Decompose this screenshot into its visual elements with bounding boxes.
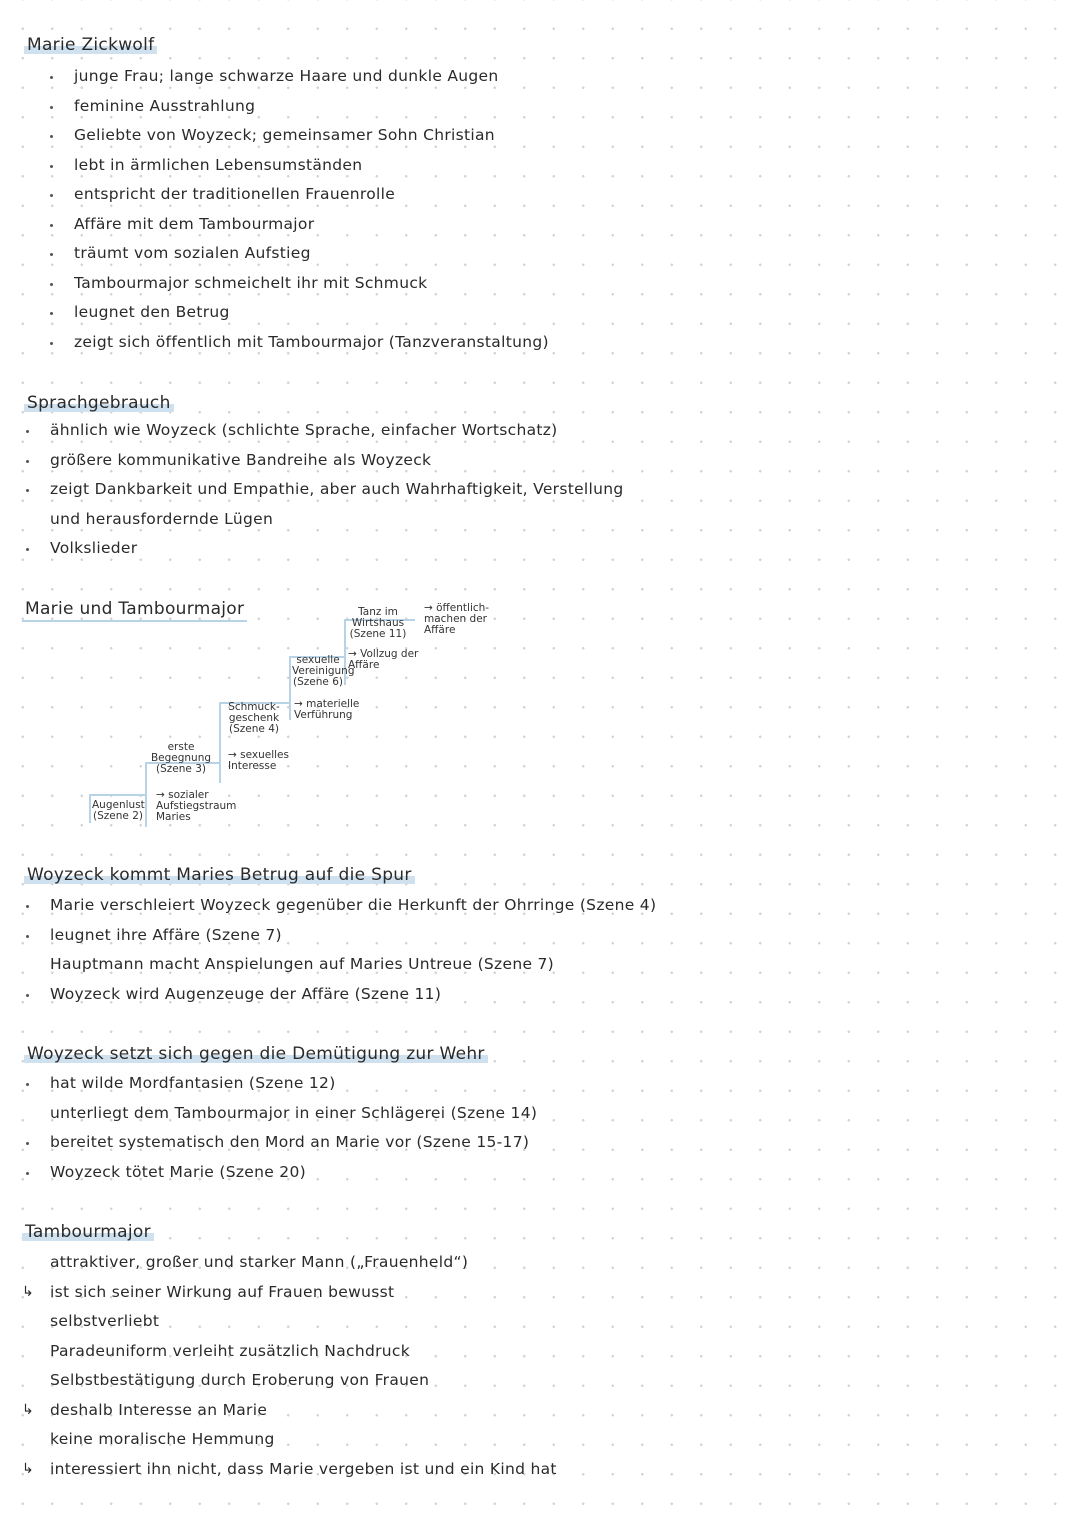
marie-list [44, 62, 549, 357]
tambour-list [20, 1248, 557, 1484]
tambour-heading: Tambourmajor [22, 1221, 154, 1243]
step-label-4: sexuelle Vereinigung (Szene 6) [292, 654, 355, 688]
marie-heading: Marie Zickwolf [24, 34, 157, 56]
return-arrow-icon: ↳ [22, 1283, 35, 1300]
list-item [20, 1396, 557, 1426]
spur-list [20, 891, 656, 1009]
step-label-5: Tanz im Wirtshaus (Szene 11) [349, 606, 407, 640]
list-item: größere kommunikative Bandreihe als Woyzeck [20, 446, 624, 476]
wehr-list [20, 1069, 537, 1187]
list-item: Woyzeck tötet Marie (Szene 20) [20, 1158, 537, 1188]
return-arrow-icon: ↳ [22, 1401, 35, 1418]
list-item: lebt in ärmlichen Lebensumständen [44, 151, 549, 181]
return-arrow-icon: ↳ [22, 1460, 35, 1477]
step-note-2: → sexuelles Interesse [228, 749, 289, 772]
stairs-diagram [80, 595, 540, 845]
sprache-list [20, 416, 624, 564]
list-item-text: ist sich seiner Wirkung auf Frauen bewusst [50, 1282, 395, 1301]
list-item: Volkslieder [20, 534, 624, 564]
list-item: Woyzeck wird Augenzeuge der Affäre (Szene 11) [20, 980, 656, 1010]
list-item: junge Frau; lange schwarze Haare und dunkle Augen [44, 62, 549, 92]
stairs-heading: Marie und Tambourmajor [22, 598, 247, 620]
step-label-1: Augenlust (Szene 2) [92, 799, 145, 822]
wehr-heading: Woyzeck setzt sich gegen die Demütigung zur Wehr [24, 1043, 488, 1065]
sprache-heading: Sprachgebrauch [24, 392, 174, 414]
list-item-text: deshalb Interesse an Marie [50, 1400, 268, 1419]
list-item: Tambourmajor schmeichelt ihr mit Schmuck [44, 269, 549, 299]
list-item: Hauptmann macht Anspielungen auf Maries Untreue (Szene 7) [50, 955, 555, 973]
list-item: Geliebte von Woyzeck; gemeinsamer Sohn Christian [44, 121, 549, 151]
list-item: Paradeuniform verleiht zusätzlich Nachdruck [50, 1341, 410, 1360]
list-item: attraktiver, großer und starker Mann („Frauenheld“) [50, 1253, 469, 1271]
spur-heading: Woyzeck kommt Maries Betrug auf die Spur [24, 864, 415, 886]
list-item: hat wilde Mordfantasien (Szene 12) [20, 1069, 537, 1099]
list-item: Affäre mit dem Tambourmajor [44, 210, 549, 240]
list-item: und herausfordernde Lügen [50, 509, 274, 528]
step-note-1: → sozialer Aufstiegstraum Maries [156, 789, 237, 823]
list-item: unterliegt dem Tambourmajor in einer Schlägerei (Szene 14) [50, 1103, 538, 1122]
list-item: zeigt sich öffentlich mit Tambourmajor (Tanzveranstaltung) [44, 328, 549, 358]
list-item [20, 1278, 557, 1308]
step-label-2: erste Begegnung (Szene 3) [150, 741, 212, 775]
list-item [20, 1455, 557, 1485]
step-note-5: → öffentlich-machen der Affäre [424, 602, 490, 636]
list-item: selbstverliebt [50, 1312, 160, 1330]
step-label-3: Schmuck-geschenk (Szene 4) [228, 701, 280, 735]
list-item-text: interessiert ihn nicht, dass Marie vergeben ist und ein Kind hat [50, 1459, 557, 1478]
list-item: entspricht der traditionellen Frauenrolle [44, 180, 549, 210]
list-item: bereitet systematisch den Mord an Marie vor (Szene 15-17) [20, 1128, 537, 1158]
list-item: leugnet ihre Affäre (Szene 7) [20, 921, 656, 951]
list-item: keine moralische Hemmung [50, 1430, 275, 1448]
list-item: feminine Ausstrahlung [44, 92, 549, 122]
list-item: Selbstbestätigung durch Eroberung von Frauen [50, 1371, 430, 1389]
list-item: ähnlich wie Woyzeck (schlichte Sprache, einfacher Wortschatz) [20, 416, 624, 446]
list-item: träumt vom sozialen Aufstieg [44, 239, 549, 269]
list-item: leugnet den Betrug [44, 298, 549, 328]
list-item: zeigt Dankbarkeit und Empathie, aber auch Wahrhaftigkeit, Verstellung [20, 475, 624, 505]
step-note-3: → materielle Verführung [294, 698, 360, 721]
list-item: Marie verschleiert Woyzeck gegenüber die Herkunft der Ohrringe (Szene 4) [20, 891, 656, 921]
step-note-4: → Vollzug der Affäre [348, 648, 419, 671]
